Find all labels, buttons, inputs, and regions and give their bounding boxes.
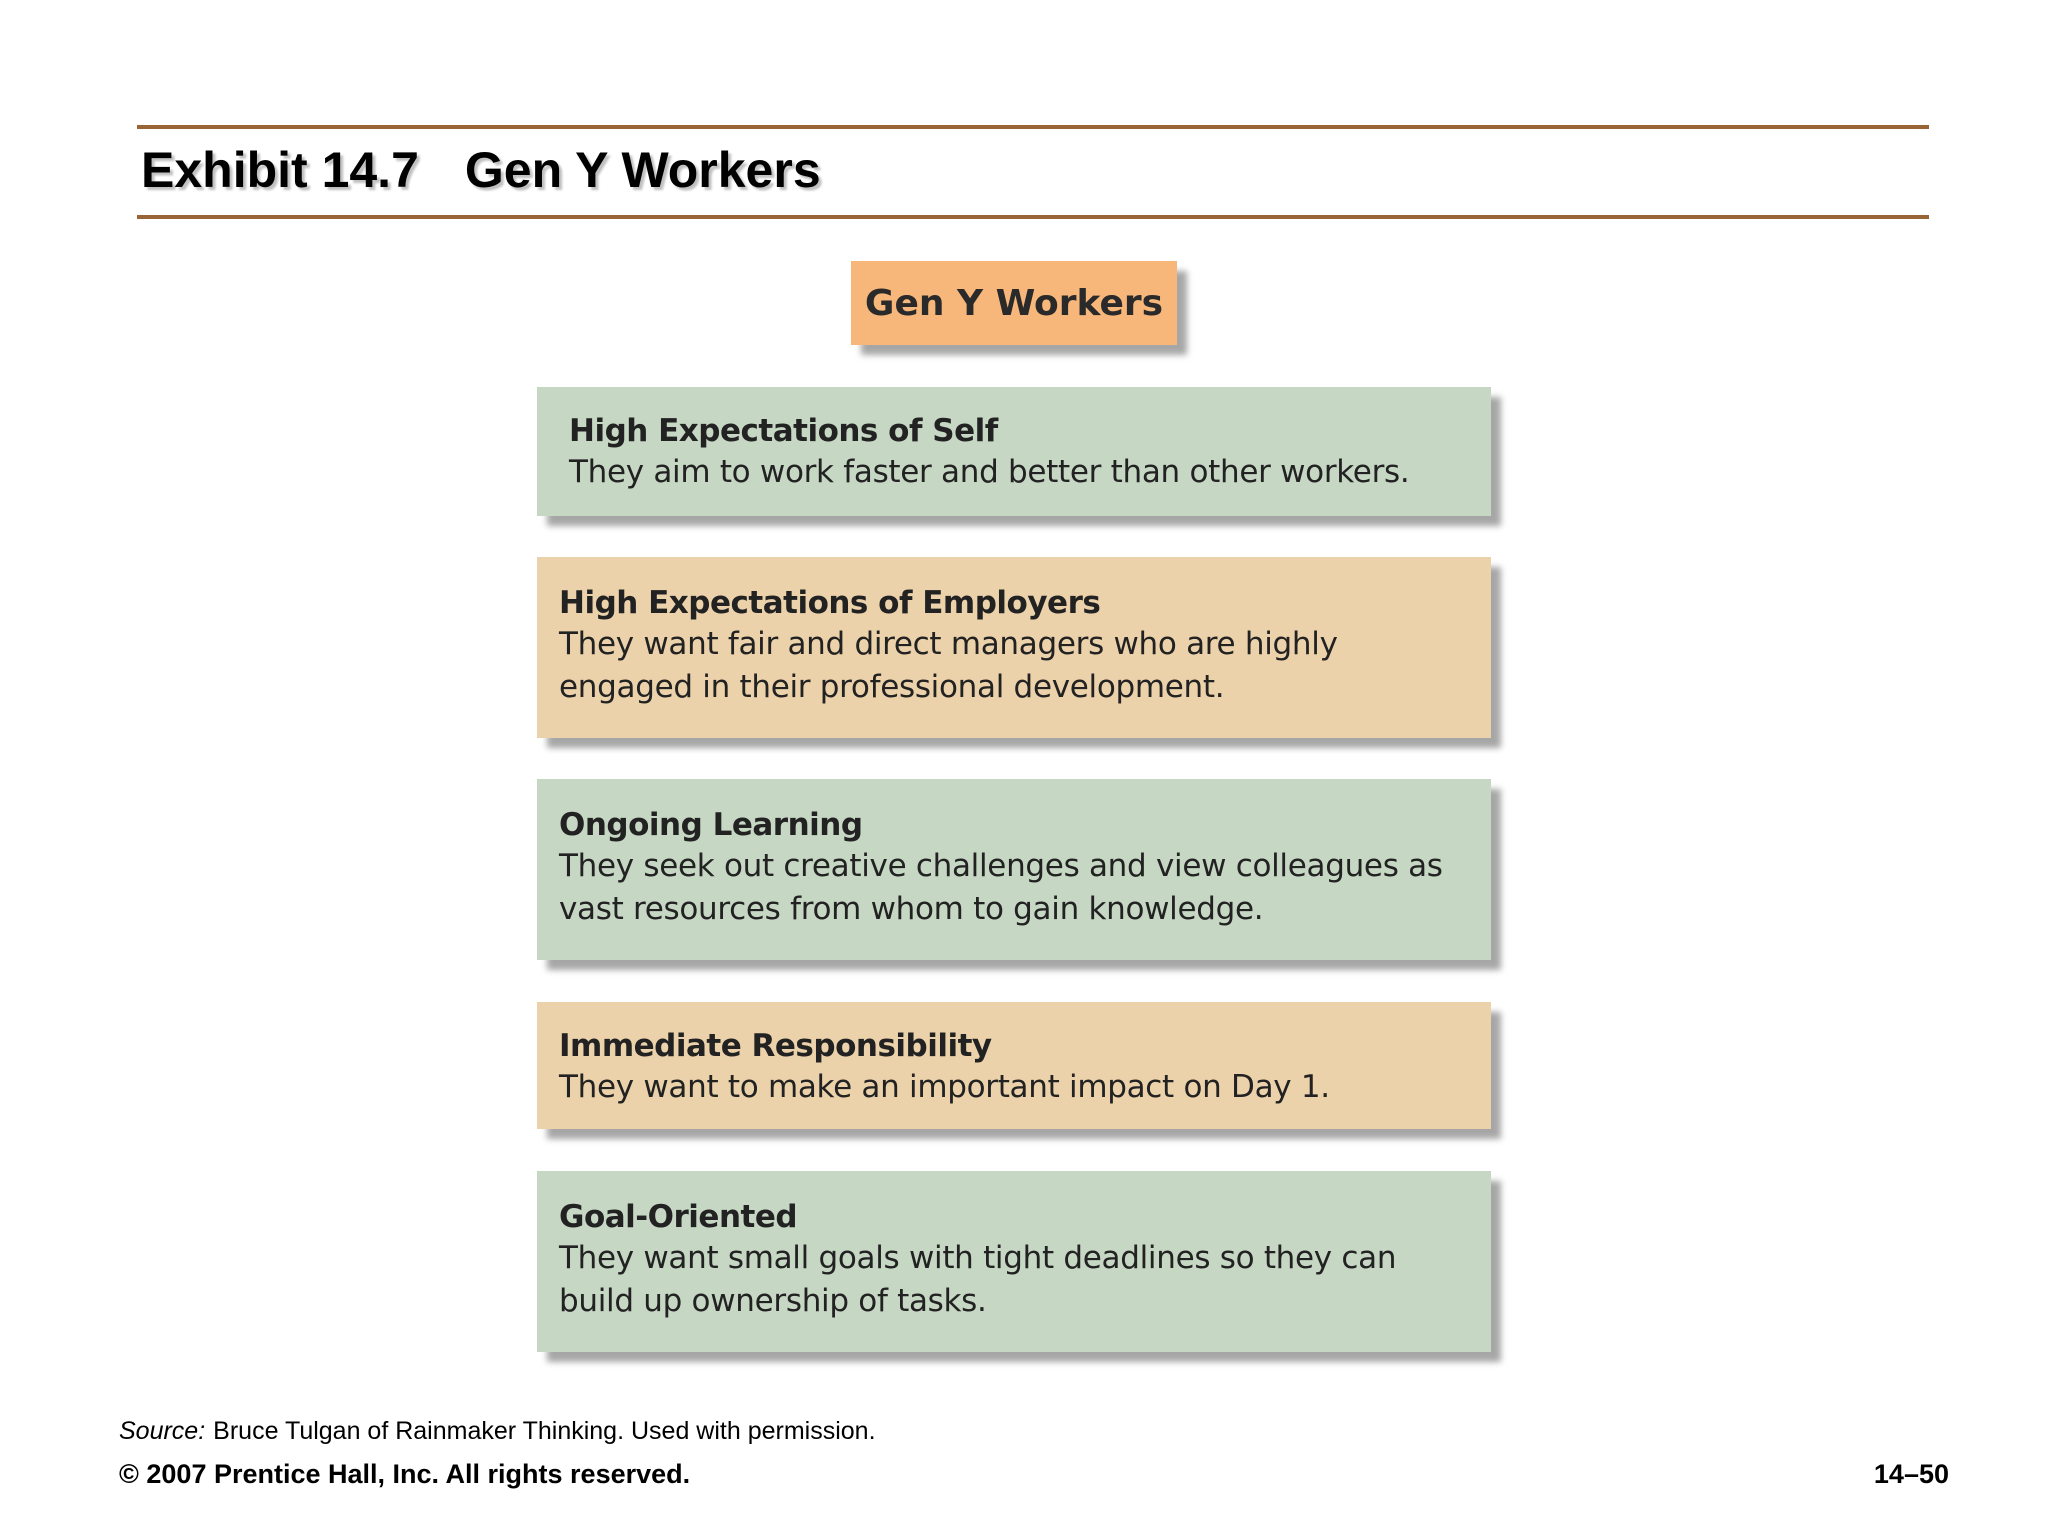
- item-immediate-responsibility: [537, 1002, 1491, 1129]
- top-rule: [137, 125, 1929, 129]
- item-text: They seek out creative challenges and view colleagues as vast resources from whom to gain knowledge.: [559, 848, 1443, 927]
- item-title: Goal-Oriented: [559, 1199, 798, 1235]
- item-text: They want to make an important impact on Day 1.: [559, 1069, 1330, 1105]
- diagram-header-box: Gen Y Workers: [851, 261, 1177, 345]
- item-high-expectations-employers: [537, 557, 1491, 738]
- slide-title: [141, 138, 821, 202]
- item-text: They want small goals with tight deadlines so they can build up ownership of tasks.: [559, 1240, 1397, 1319]
- page-number: 14–50: [1873, 1459, 1949, 1489]
- bottom-rule: [137, 215, 1929, 219]
- item-text: They aim to work faster and better than other workers.: [569, 454, 1410, 490]
- item-title: High Expectations of Self: [569, 413, 998, 449]
- item-goal-oriented: [537, 1171, 1491, 1352]
- item-ongoing-learning: [537, 779, 1491, 960]
- item-text: They want fair and direct managers who are highly engaged in their professional development.: [559, 626, 1338, 705]
- source-note: [119, 1417, 876, 1446]
- copyright: © 2007 Prentice Hall, Inc. All rights reserved.: [119, 1459, 691, 1489]
- item-title: High Expectations of Employers: [559, 585, 1101, 621]
- exhibit-number: Exhibit 14.7: [141, 142, 419, 198]
- source-text: Bruce Tulgan of Rainmaker Thinking. Used with permission.: [213, 1417, 876, 1445]
- item-title: Immediate Responsibility: [559, 1028, 992, 1064]
- item-high-expectations-self: [537, 387, 1491, 516]
- item-title: Ongoing Learning: [559, 807, 863, 843]
- exhibit-title-text: Gen Y Workers: [464, 142, 821, 198]
- source-label: Source:: [119, 1417, 206, 1445]
